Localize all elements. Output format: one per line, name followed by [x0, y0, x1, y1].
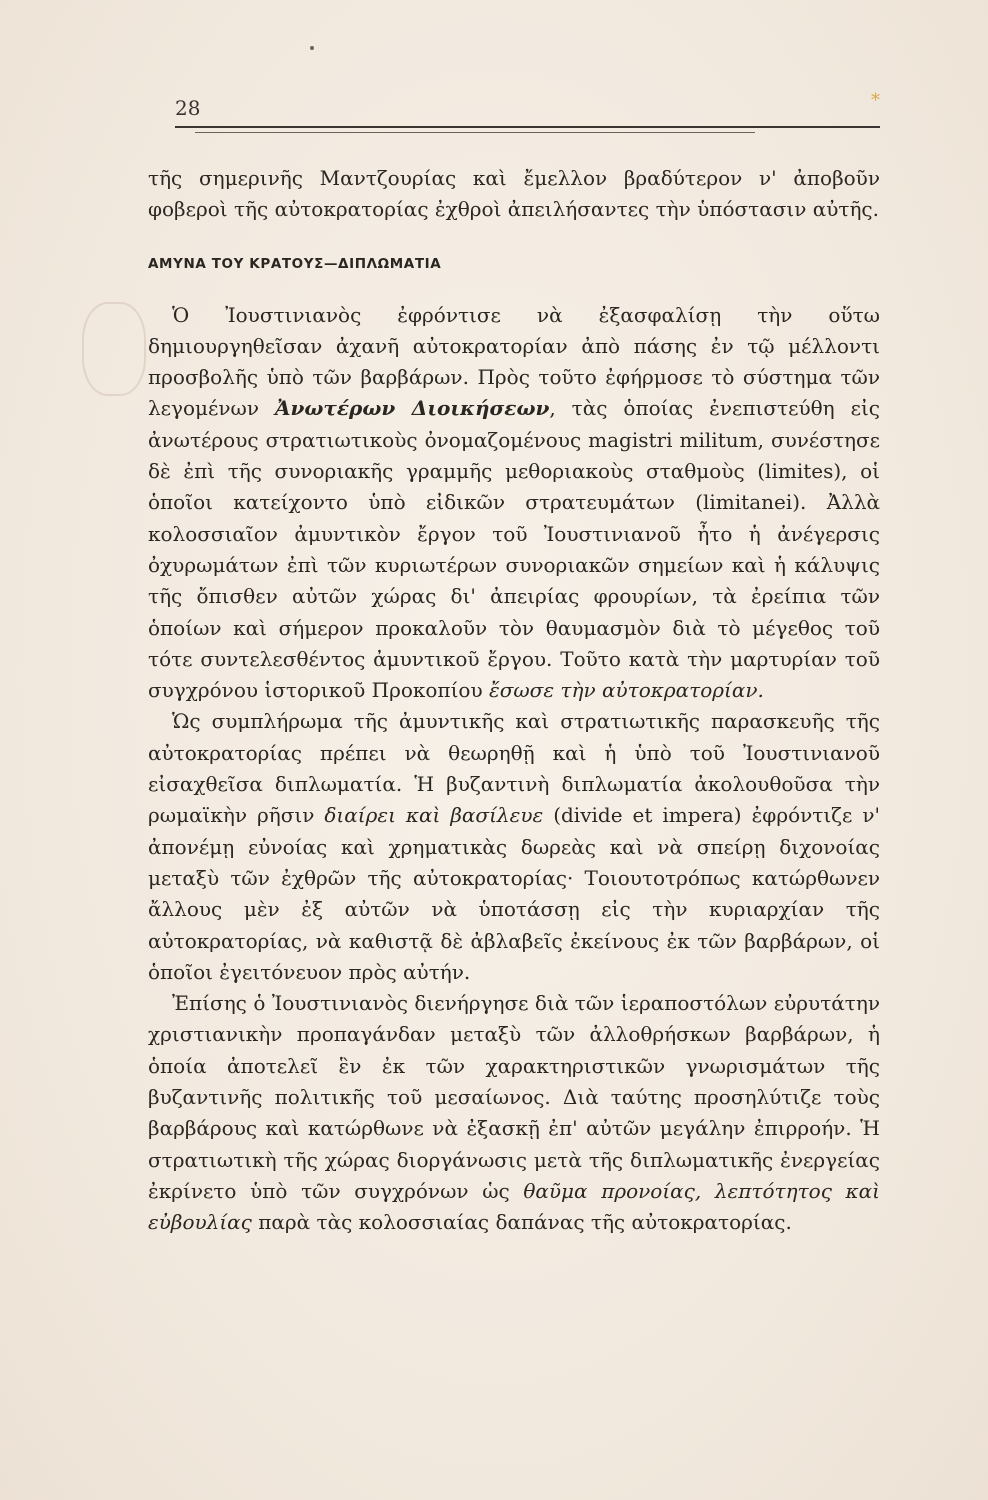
paragraph-text: Ὡς συμπλήρωμα τῆς ἀμυντικῆς καὶ στρατιωτικῆς παρασκευῆς τῆς αὐτοκρατορίας πρέπει νὰ θεωρηθῇ καὶ ἡ ὑπὸ τοῦ Ἰουστινιανοῦ εἰσαχθεῖσα διπλωματία. Ἡ βυζαντινὴ διπλωματία ἀκολουθοῦσα τὴν ρωμαϊκὴν ρῆσιν — [148, 709, 880, 828]
page-header — [175, 90, 880, 130]
margin-stamp — [82, 302, 146, 396]
paragraph-defense — [148, 300, 880, 707]
page-number: 28 — [175, 96, 201, 120]
section-heading: ΑΜΥΝΑ ΤΟΥ ΚΡΑΤΟΥΣ—ΔΙΠΛΩΜΑΤΙΑ — [148, 255, 442, 272]
corner-mark: * — [871, 90, 880, 111]
paragraph-text: παρὰ τὰς κολοσσιαίας δαπάνας τῆς αὐτοκρατορίας. — [258, 1210, 792, 1235]
emphasis-phrase: θαῦμα προνοίας, λεπτότητος καὶ εὐβουλίας — [148, 1178, 880, 1235]
paragraph-missions — [148, 988, 880, 1238]
paragraph-diplomacy — [148, 706, 880, 988]
header-rule-thin — [195, 132, 755, 133]
paragraph-text: Ἐπίσης ὁ Ἰουστινιανὸς διενήργησε διὰ τῶν ἱεραποστόλων εὐρυτάτην χριστιανικὴν προπαγάνδαν μεταξὺ τῶν ἀλλοθρήσκων βαρβάρων, ἡ ὁποία ἀποτελεῖ ἓν ἐκ τῶν χαρακτηριστικῶν γνωρισμάτων τῆς βυζαντινῆς πολιτικῆς τοῦ μεσαίωνος. Διὰ ταύτης προσηλύτιζε τοὺς βαρβάρους καὶ κατώρθωνε νὰ ἐξασκῇ ἐπ' αὐτῶν μεγάλην ἐπιρροήν. Ἡ στρατιωτικὴ τῆς χώρας διοργάνωσις μετὰ τῆς διπλωματικῆς ἐνεργείας ἐκρίνετο ὑπὸ τῶν συγχρόνων ὡς — [148, 991, 880, 1203]
emphasis-quote: ἔσωσε τὴν αὐτοκρατορίαν. — [488, 678, 764, 703]
paragraph-continuation: τῆς σημερινῆς Μαντζουρίας καὶ ἔμελλον βραδύτερον ν' ἀποβοῦν φοβεροὶ τῆς αὐτοκρατορίας ἐχθροὶ ἀπειλήσαντες τὴν ὑπόστασιν αὐτῆς. — [148, 166, 880, 222]
emphasis-motto: διαίρει καὶ βασίλευε — [324, 803, 544, 828]
header-rule — [175, 126, 880, 128]
body-text — [148, 163, 880, 1239]
paragraph-text: Ὁ Ἰουστινιανὸς ἐφρόντισε νὰ ἐξασφαλίσῃ τὴν οὕτω δημιουργηθεῖσαν ἀχανῆ αὐτοκρατορίαν ἀπὸ πάσης ἐν τῷ μέλλοντι προσβολῆς ὑπὸ τῶν βαρβάρων. Πρὸς τοῦτο ἐφήρμοσε τὸ σύστημα τῶν λεγομένων — [148, 302, 880, 421]
paragraph-text: , τὰς ὁποίας ἐνεπιστεύθη εἰς ἀνωτέρους στρατιωτικοὺς ὀνομαζομένους magistri militum, συνέστησε δὲ ἐπὶ τῆς συνοριακῆς γραμμῆς μεθοριακοὺς σταθμοὺς (limites), οἱ ὁποῖοι κατείχοντο ὑπὸ εἰδικῶν στρατευμάτων (limitanei). Ἀλλὰ κολοσσιαῖον ἀμυντικὸν ἔργον τοῦ Ἰουστινιανοῦ ἦτο ἡ ἀνέγερσις ὀχυρωμάτων ἐπὶ τῶν κυριωτέρων συνοριακῶν σημείων καὶ ἡ κάλυψις τῆς ὄπισθεν αὐτῶν χώρας δι' ἀπειρίας φρουρίων, τὰ ἐρείπια τῶν ὁποίων καὶ σήμερον προκαλοῦν τὸν θαυμασμὸν διὰ τὸ μέγεθος τοῦ τότε συντελεσθέντος ἀμυντικοῦ ἔργου. Τοῦτο κατὰ τὴν μαρτυρίαν τοῦ συγχρόνου ἱστορικοῦ Προκοπίου — [148, 396, 880, 703]
ink-speck — [310, 46, 314, 50]
paragraph-text: (divide et impera) ἐφρόντιζε ν' ἀπονέμῃ εὐνοίας καὶ χρηματικὰς δωρεὰς καὶ νὰ σπείρῃ διχονοίας μεταξὺ τῶν ἐχθρῶν τῆς αὐτοκρατορίας· Τοιουτοτρόπως κατώρθωνεν ἄλλους μὲν ἐξ αὐτῶν νὰ ὑποτάσσῃ εἰς τὴν κυριαρχίαν τῆς αὐτοκρατορίας, νὰ καθιστᾷ δὲ ἀβλαβεῖς ἐκείνους ἐκ τῶν βαρβάρων, οἱ ὁποῖοι ἐγειτόνευον πρὸς αὐτήν. — [148, 803, 881, 984]
emphasis-term: Ἀνωτέρων Διοικήσεων — [274, 396, 550, 421]
